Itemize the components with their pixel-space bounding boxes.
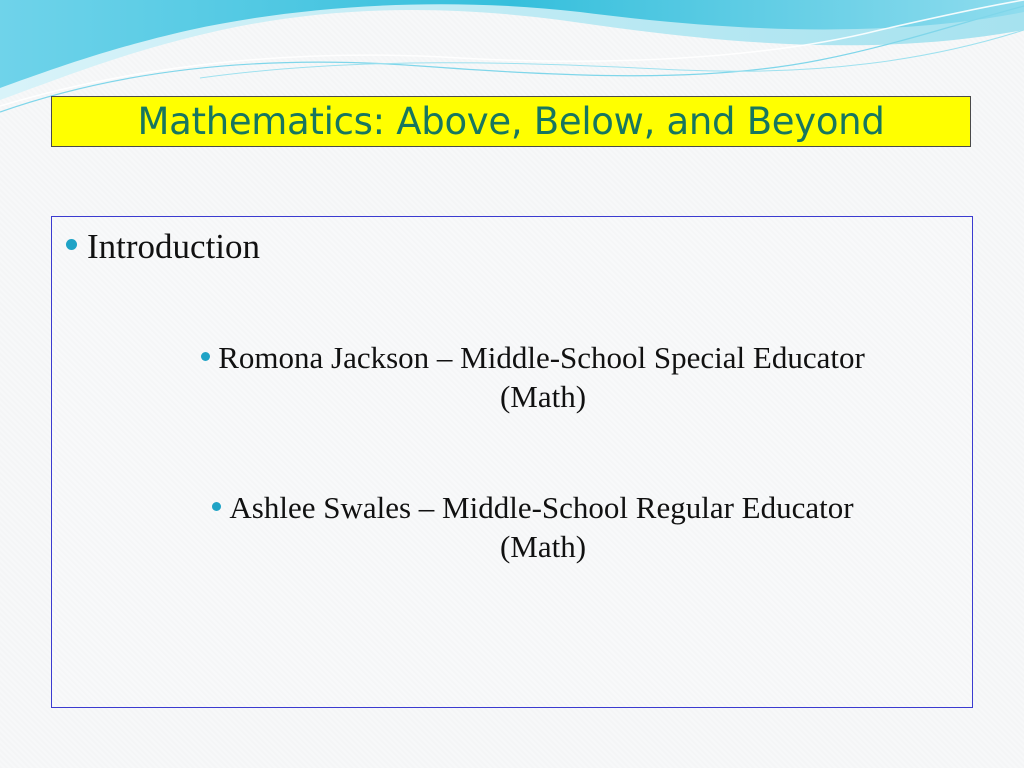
title-box (51, 96, 971, 147)
bullet-item-romona-jackson (108, 338, 958, 416)
bullet-item-ashlee-swales (108, 488, 958, 566)
bullet-dot-icon (212, 502, 221, 511)
slide-title: Mathematics: Above, Below, and Beyond (137, 100, 885, 143)
bullet-continuation: (Math) (499, 529, 587, 564)
bullet-dot-icon (66, 239, 77, 250)
bullet-text: Romona Jackson – Middle-School Special Educator (218, 340, 865, 375)
bullet-item-introduction (66, 229, 260, 264)
bullet-dot-icon (201, 352, 210, 361)
bullet-text: Ashlee Swales – Middle-School Regular Educator (229, 490, 854, 525)
bullet-text: Introduction (87, 227, 261, 266)
content-box (51, 216, 973, 708)
bullet-continuation: (Math) (499, 379, 587, 414)
